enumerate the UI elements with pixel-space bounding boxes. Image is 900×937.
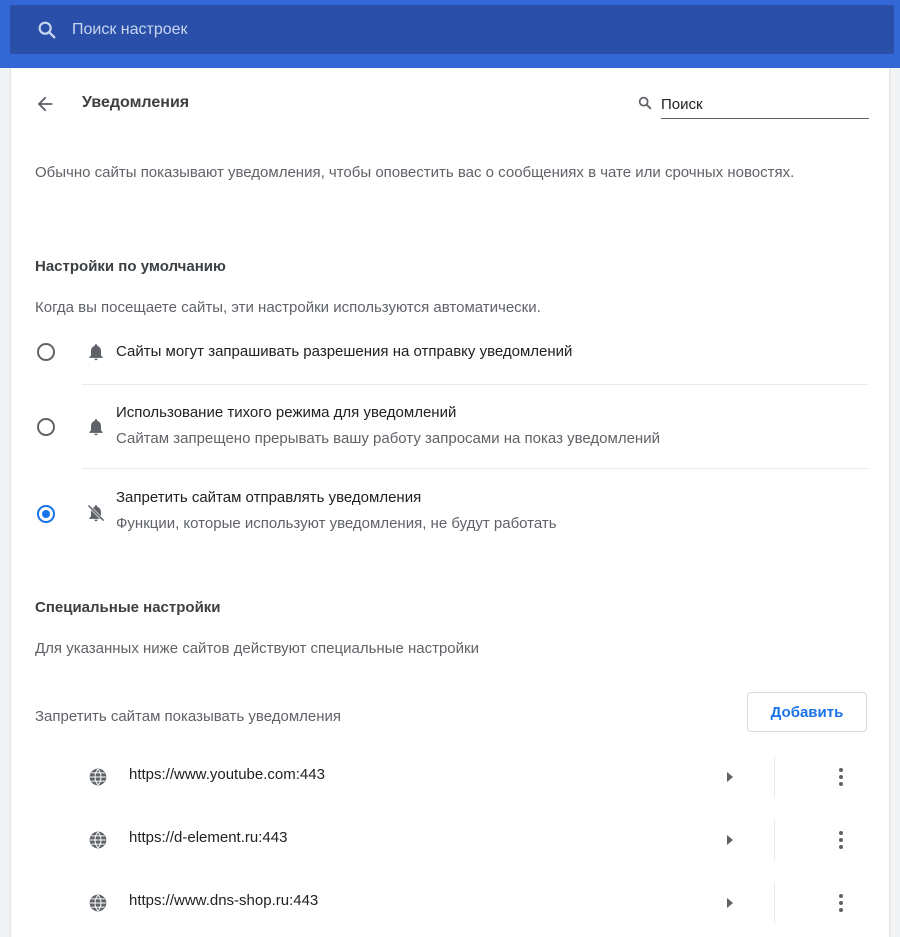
bell-off-icon <box>86 503 106 523</box>
page-background-right <box>889 68 900 937</box>
divider <box>774 819 775 861</box>
site-url: https://www.youtube.com:443 <box>129 766 325 783</box>
more-vert-icon[interactable] <box>831 892 851 914</box>
chevron-right-icon[interactable] <box>725 771 735 783</box>
default-settings-subheading: Когда вы посещаете сайты, эти настройки используются автоматически. <box>35 299 541 316</box>
site-row[interactable] <box>11 872 889 934</box>
site-row[interactable] <box>11 746 889 808</box>
globe-icon <box>88 767 108 787</box>
site-url: https://d-element.ru:443 <box>129 829 288 846</box>
settings-card <box>11 68 889 937</box>
divider <box>774 756 775 798</box>
divider <box>82 468 868 469</box>
option-block-notifications-subtitle: Функции, которые используют уведомления, не будут работать <box>116 515 557 532</box>
search-icon <box>637 95 653 111</box>
settings-search-box[interactable] <box>10 5 894 54</box>
chevron-right-icon[interactable] <box>725 897 735 909</box>
more-vert-icon[interactable] <box>831 829 851 851</box>
option-quiet-mode-title: Использование тихого режима для уведомлений <box>116 404 457 421</box>
settings-search-placeholder: Поиск настроек <box>72 20 188 38</box>
search-icon[interactable] <box>36 19 58 41</box>
site-search-placeholder: Поиск <box>661 95 703 113</box>
default-settings-heading: Настройки по умолчанию <box>35 258 226 275</box>
more-vert-icon[interactable] <box>831 766 851 788</box>
radio-block-notifications[interactable] <box>37 505 55 523</box>
site-url: https://www.dns-shop.ru:443 <box>129 892 319 909</box>
chevron-right-icon[interactable] <box>725 834 735 846</box>
globe-icon <box>88 893 108 913</box>
globe-icon <box>88 830 108 850</box>
divider <box>774 882 775 924</box>
arrow-back-icon[interactable] <box>34 93 56 115</box>
page-title: Уведомления <box>82 94 190 111</box>
site-search-input[interactable] <box>661 90 869 119</box>
divider <box>82 384 868 385</box>
page-background-left <box>0 68 11 937</box>
block-list-label: Запретить сайтам показывать уведомления <box>35 708 342 725</box>
custom-settings-subheading: Для указанных ниже сайтов действуют специальные настройки <box>35 640 479 657</box>
top-header <box>0 0 900 68</box>
option-allow-requests-title: Сайты могут запрашивать разрешения на отправку уведомлений <box>116 343 573 360</box>
option-block-notifications-title: Запретить сайтам отправлять уведомления <box>116 489 422 506</box>
radio-quiet-mode[interactable] <box>37 418 55 436</box>
add-site-button[interactable]: Добавить <box>747 692 867 732</box>
bell-icon <box>86 417 106 437</box>
custom-settings-heading: Специальные настройки <box>35 599 221 616</box>
radio-allow-requests[interactable] <box>37 343 55 361</box>
page-description: Обычно сайты показывают уведомления, чтобы оповестить вас о сообщениях в чате или срочных новостях. <box>35 164 795 181</box>
bell-icon <box>86 342 106 362</box>
option-quiet-mode-subtitle: Сайтам запрещено прерывать вашу работу запросами на показ уведомлений <box>116 430 660 447</box>
site-row[interactable] <box>11 809 889 871</box>
